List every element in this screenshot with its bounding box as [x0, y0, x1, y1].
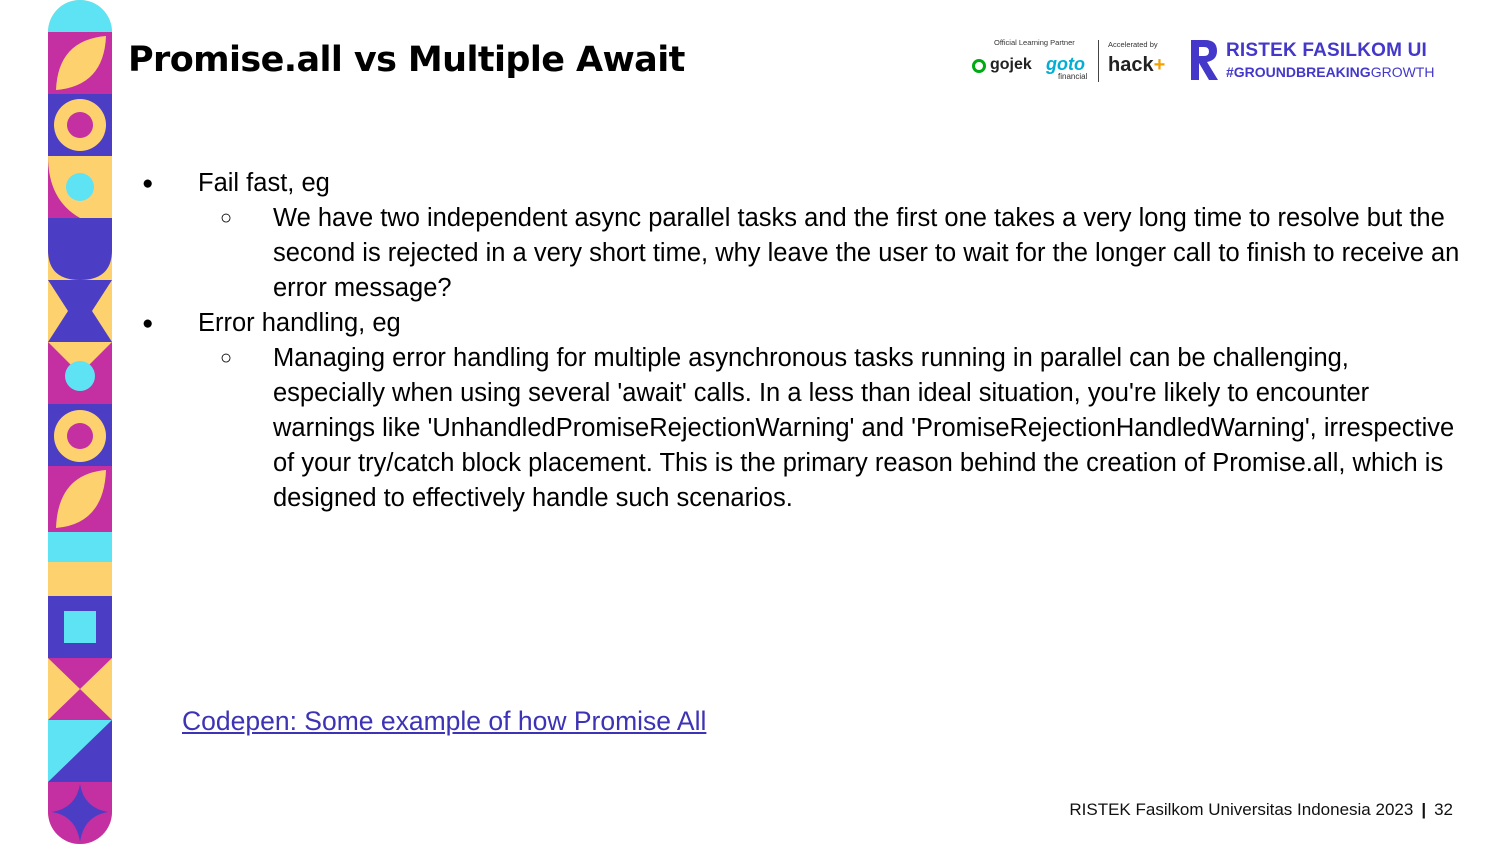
sub-bullet-item: ○ Managing error handling for multiple asynchronous tasks running in parallel can be challenging, especially when using several 'await' calls. In a less than ideal situation, you're likely to encounter warnings like 'UnhandledPromiseRejectionWarning' and 'PromiseRejectionHandledWarning', irrespective of your try/catch block placement. This is the primary reason behind the creation of Promise.all, which is designed to effectively handle such scenarios. — [140, 341, 1460, 516]
slide-title: Promise.all vs Multiple Await — [128, 40, 685, 80]
slide-body — [140, 166, 1460, 516]
sub-bullet-item: ○ We have two independent async parallel tasks and the first one takes a very long time to resolve but the second is rejected in a very short time, why leave the user to wait for the longer call to finish to receive an error message? — [140, 201, 1460, 306]
bullet-item: ● Error handling, eg — [140, 306, 1460, 341]
gojek-logo-text: gojek — [990, 56, 1032, 73]
slide-footer — [1069, 800, 1453, 820]
ristek-tagline-light: GROWTH — [1370, 64, 1435, 80]
hack-plus-icon: + — [1153, 54, 1166, 76]
bullet-item: ● Fail fast, eg — [140, 166, 1460, 201]
partner-label: Official Learning Partner — [994, 38, 1075, 47]
footer-org: RISTEK Fasilkom Universitas Indonesia 2023 — [1069, 800, 1414, 819]
footer-separator: | — [1421, 800, 1427, 819]
decorative-pattern-strip — [48, 0, 112, 844]
logo-divider — [1098, 40, 1099, 82]
gojek-logo-icon — [972, 59, 986, 73]
ristek-name: RISTEK FASILKOM UI — [1226, 40, 1427, 61]
header-logos — [966, 36, 1466, 86]
ristek-tagline-bold: #GROUNDBREAKING — [1226, 64, 1371, 80]
ristek-r-logo-icon — [1188, 36, 1220, 82]
hack-logo-text: hack — [1108, 54, 1154, 76]
goto-financial-label: financial — [1058, 72, 1088, 81]
goto-logo-text: goto — [1046, 54, 1085, 74]
codepen-example-link[interactable]: Codepen: Some example of how Promise All — [182, 706, 707, 736]
ristek-tagline — [1226, 64, 1434, 80]
page-number: 32 — [1434, 800, 1453, 819]
hack-logo — [1108, 54, 1165, 77]
accelerated-label: Accelerated by — [1108, 40, 1158, 49]
